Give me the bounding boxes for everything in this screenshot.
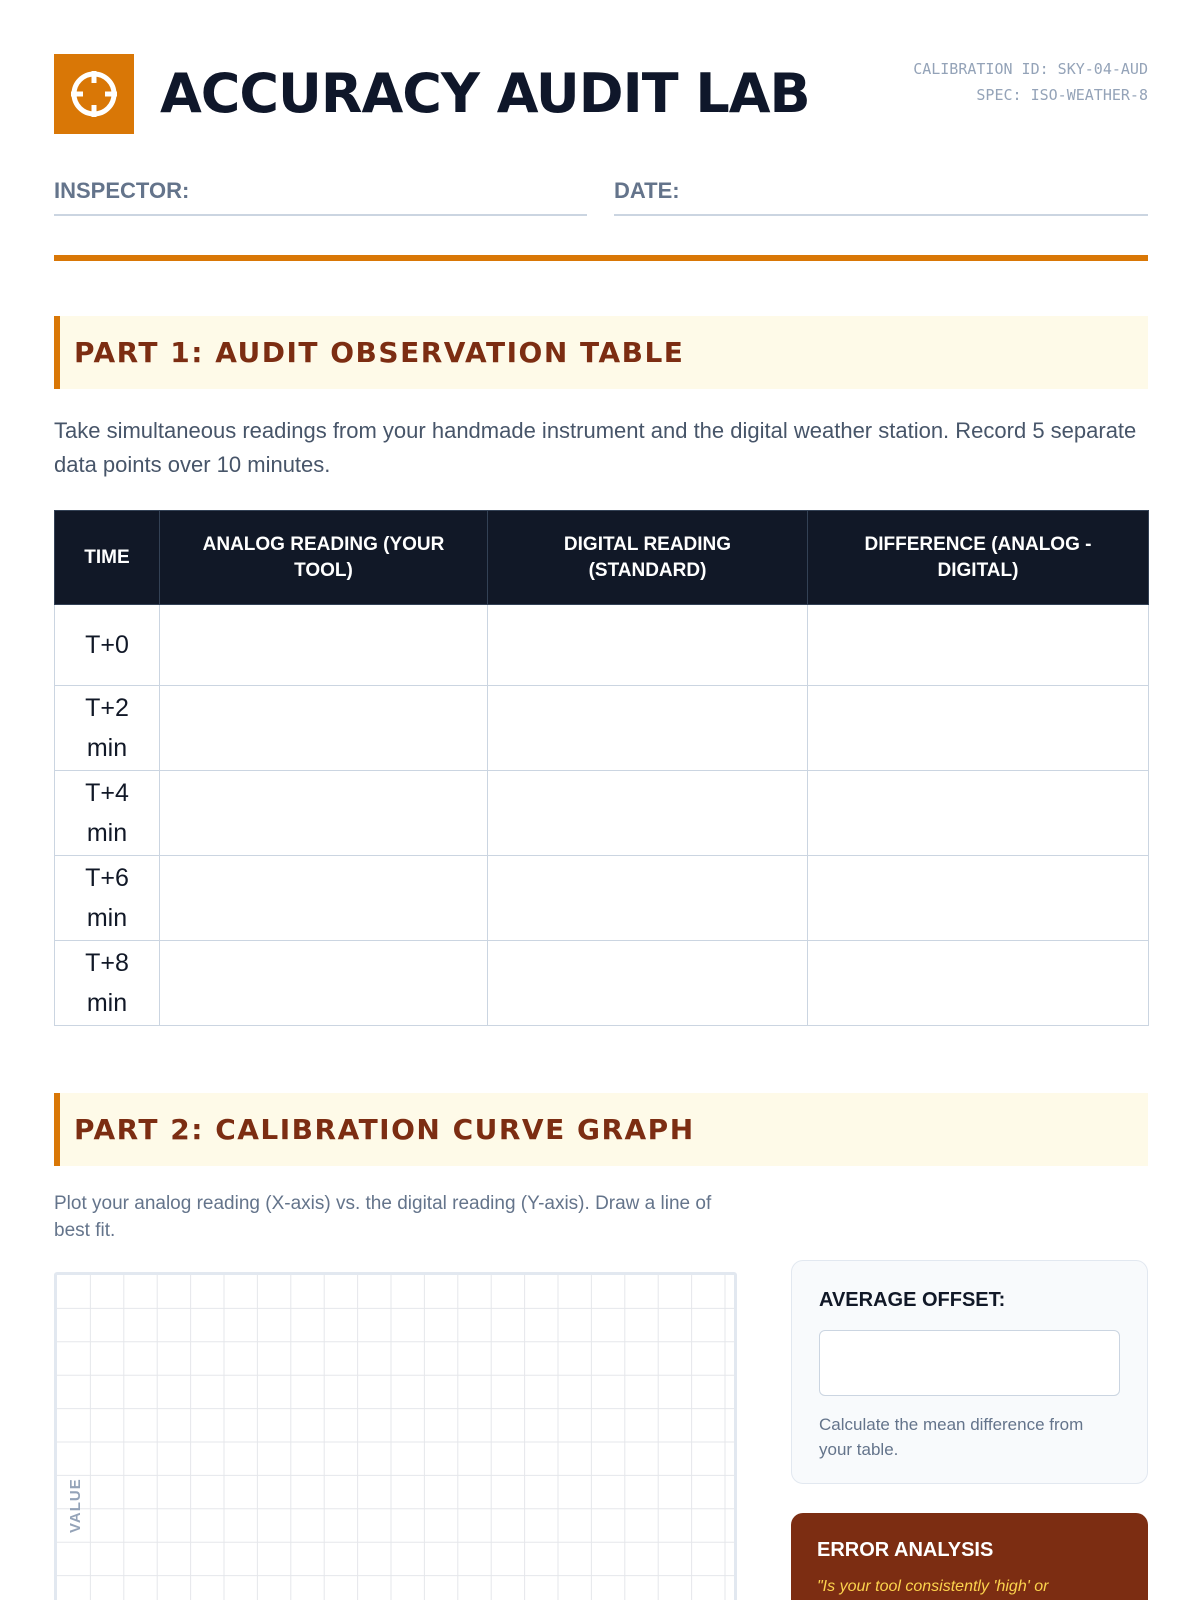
table-row — [55, 605, 1149, 686]
date-label: DATE: — [614, 178, 680, 203]
difference-cell[interactable] — [808, 856, 1149, 941]
error-analysis-card — [791, 1513, 1148, 1600]
crosshair-logo-icon — [54, 54, 134, 134]
table-row — [55, 856, 1149, 941]
part1-heading: PART 1: AUDIT OBSERVATION TABLE — [74, 336, 685, 369]
observation-table — [54, 510, 1149, 1026]
table-row — [55, 686, 1149, 771]
analog-cell[interactable] — [160, 605, 488, 686]
divider — [54, 255, 1148, 261]
part1-heading-bar — [54, 316, 1148, 389]
difference-cell[interactable] — [808, 941, 1149, 1026]
col-analog: ANALOG READING (YOUR TOOL) — [160, 511, 488, 605]
analog-cell[interactable] — [160, 856, 488, 941]
digital-cell[interactable] — [488, 605, 808, 686]
digital-cell[interactable] — [488, 856, 808, 941]
part2-heading-bar — [54, 1093, 1148, 1166]
document-meta — [913, 56, 1148, 108]
calibration-id: CALIBRATION ID: SKY-04-AUD — [913, 60, 1148, 78]
spec-code: SPEC: ISO-WEATHER-8 — [976, 86, 1148, 104]
digital-cell[interactable] — [488, 941, 808, 1026]
time-cell: T+0 — [55, 605, 160, 686]
date-field[interactable] — [614, 174, 1148, 216]
average-offset-input[interactable] — [819, 1330, 1120, 1396]
analog-cell[interactable] — [160, 771, 488, 856]
table-row — [55, 771, 1149, 856]
part1-instructions: Take simultaneous readings from your handmade instrument and the digital weather station. Record 5 separate data points over 10 minutes. — [54, 418, 1137, 477]
table-header-row — [55, 511, 1149, 605]
time-cell: T+4 min — [55, 771, 160, 856]
table-row — [55, 941, 1149, 1026]
digital-cell[interactable] — [488, 771, 808, 856]
average-offset-title: AVERAGE OFFSET: — [819, 1289, 1006, 1311]
page-title: ACCURACY AUDIT LAB — [160, 62, 810, 125]
difference-cell[interactable] — [808, 686, 1149, 771]
part2-heading: PART 2: CALIBRATION CURVE GRAPH — [74, 1113, 695, 1146]
difference-cell[interactable] — [808, 605, 1149, 686]
col-time: TIME — [55, 511, 160, 605]
average-offset-note: Calculate the mean difference from your table. — [819, 1415, 1084, 1459]
error-analysis-quote: "Is your tool consistently 'high' or — [817, 1578, 1049, 1595]
col-digital: DIGITAL READING (STANDARD) — [488, 511, 808, 605]
worksheet-page — [54, 0, 1148, 1600]
col-difference: DIFFERENCE (ANALOG - DIGITAL) — [808, 511, 1149, 605]
time-cell: T+6 min — [55, 856, 160, 941]
error-analysis-title: ERROR ANALYSIS — [817, 1539, 994, 1561]
header — [54, 54, 1148, 134]
inspector-field[interactable] — [54, 174, 587, 216]
difference-cell[interactable] — [808, 771, 1149, 856]
graph-grid[interactable] — [54, 1272, 737, 1600]
time-cell: T+8 min — [55, 941, 160, 1026]
inspector-label: INSPECTOR: — [54, 178, 190, 203]
part2-instructions: Plot your analog reading (X-axis) vs. the digital reading (Y-axis). Draw a line of best fit. — [54, 1193, 712, 1241]
analog-cell[interactable] — [160, 941, 488, 1026]
analog-cell[interactable] — [160, 686, 488, 771]
grid-lines — [57, 1275, 737, 1600]
time-cell: T+2 min — [55, 686, 160, 771]
digital-cell[interactable] — [488, 686, 808, 771]
y-axis-label: VALUE — [67, 1478, 84, 1533]
average-offset-card — [791, 1260, 1148, 1484]
